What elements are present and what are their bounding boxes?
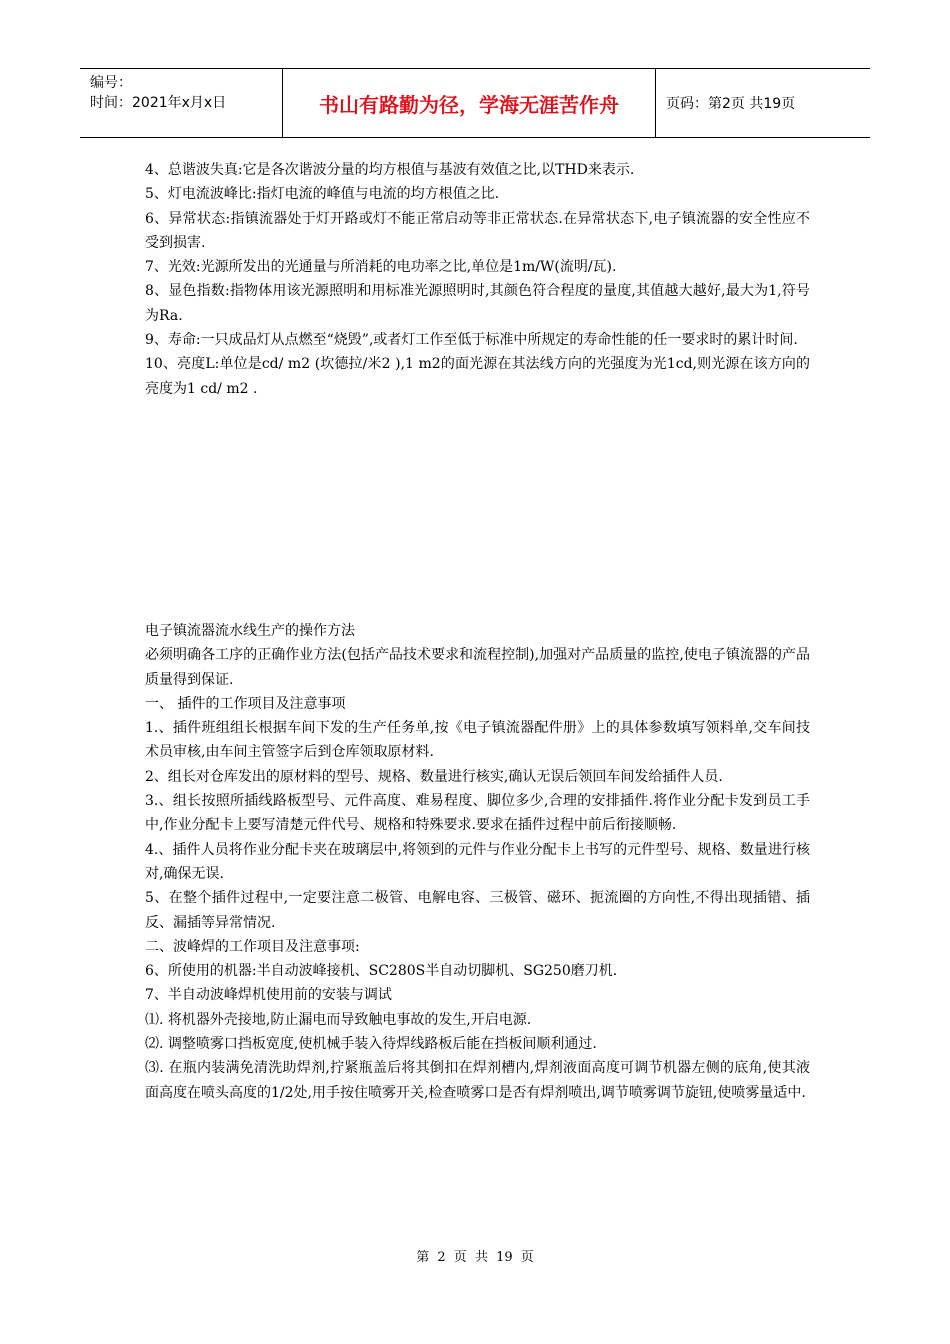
paragraph: 5、灯电流波峰比:指灯电流的峰值与电流的均方根值之比. — [145, 186, 500, 203]
footer-word: 第 — [416, 1250, 430, 1265]
footer-word: 页 — [453, 1250, 467, 1265]
paragraph: 一、 插件的工作项目及注意事项 — [145, 695, 346, 712]
header-meta — [80, 69, 282, 137]
paragraph: 10、亮度L:单位是cd/ m2 (坎德拉/米2 ),1 m2的面光源在其法线方向的光强度为光1cd,则光源在该方向的亮度为1 cd/ m2 . — [145, 356, 810, 397]
paragraph: 9、寿命:一只成品灯从点燃至“烧毁”,或者灯工作至低于标准中所规定的寿命性能的任一要求时的累计时间. — [145, 332, 798, 349]
page-footer — [0, 1246, 950, 1265]
footer-total-pages: 19 — [496, 1250, 513, 1265]
paragraph: 4.、插件人员将作业分配卡夹在玻璃层中,将领到的元件与作业分配卡上书写的元件型号、规格、数量进行核对,确保无误. — [145, 841, 810, 882]
paragraph: 3.、组长按照所插线路板型号、元件高度、难易程度、脚位多少,合理的安排插件.将作业分配卡发到员工手中,作业分配卡上要写清楚元件代号、规格和特殊要求.要求在插件过程中前后衔接顺畅. — [145, 793, 810, 834]
paragraph: 5、在整个插件过程中,一定要注意二极管、电解电容、三极管、磁环、扼流圈的方向性,不得出现插错、插反、漏插等异常情况. — [145, 890, 810, 931]
paragraph: 6、所使用的机器:半自动波峰接机、SC280S半自动切脚机、SG250磨刀机. — [145, 963, 618, 980]
paragraph: 2、组长对仓库发出的原材料的型号、规格、数量进行核实,确认无误后领回车间发给插件人员. — [145, 768, 723, 785]
paragraph: 8、显色指数:指物体用该光源照明和用标准光源照明时,其颜色符合程度的量度,其值越大越好,最大为1,符号为Ra. — [145, 283, 810, 324]
paragraph: 1.、插件班组组长根据车间下发的生产任务单,按《电子镇流器配件册》上的具体参数填写领料单,交车间技术员审核,由车间主管签字后到仓库领取原材料. — [145, 720, 810, 761]
number-label: 编号： — [90, 75, 132, 91]
footer-word: 共 — [474, 1250, 488, 1265]
paragraph: 4、总谐波失真:它是各次谐波分量的均方根值与基波有效值之比,以THD来表示. — [145, 162, 635, 178]
paragraph: ⑵. 调整喷雾口挡板宽度,使机械手装入待焊线路板后能在挡板间顺利通过. — [145, 1036, 597, 1053]
paragraph: 必须明确各工序的正确作业方法(包括产品技术要求和流程控制),加强对产品质量的监控,使电子镇流器的产品质量得到保证. — [145, 647, 810, 688]
section-title: 电子镇流器流水线生产的操作方法 — [145, 622, 355, 639]
footer-page-number: 2 — [437, 1250, 446, 1265]
document-body — [145, 158, 810, 1105]
page-header — [80, 68, 870, 138]
paragraph: 二、波峰焊的工作项目及注意事项: — [145, 938, 360, 955]
header-page-info: 页码：第2页 共19页 — [666, 96, 796, 112]
footer-word: 页 — [520, 1250, 534, 1265]
date-label: 时间：2021年x月x日 — [90, 95, 227, 111]
paragraph: 7、光效:光源所发出的光通量与所消耗的电功率之比,单位是1m/W(流明/瓦). — [145, 259, 617, 276]
operation-method-section — [145, 619, 810, 1105]
header-motto: 书山有路勤为径，学海无涯苦作舟 — [282, 69, 656, 137]
definitions-section — [145, 158, 810, 401]
paragraph: 7、半自动波峰焊机使用前的安装与调试 — [145, 987, 392, 1004]
paragraph: ⑴. 将机器外壳接地,防止漏电而导致触电事故的发生,开启电源. — [145, 1011, 532, 1028]
paragraph: ⑶. 在瓶内装满免清洗助焊剂,拧紧瓶盖后将其倒扣在焊剂槽内,焊剂液面高度可调节机器左侧的底角,使其液面高度在喷头高度的1/2处,用手按住喷雾开关,检查喷雾口是否有焊剂喷出,调节喷雾调节旋钮,使喷雾量适中. — [145, 1060, 810, 1101]
paragraph: 6、异常状态:指镇流器处于灯开路或灯不能正常启动等非正常状态.在异常状态下,电子镇流器的安全性应不受到损害. — [145, 210, 810, 251]
